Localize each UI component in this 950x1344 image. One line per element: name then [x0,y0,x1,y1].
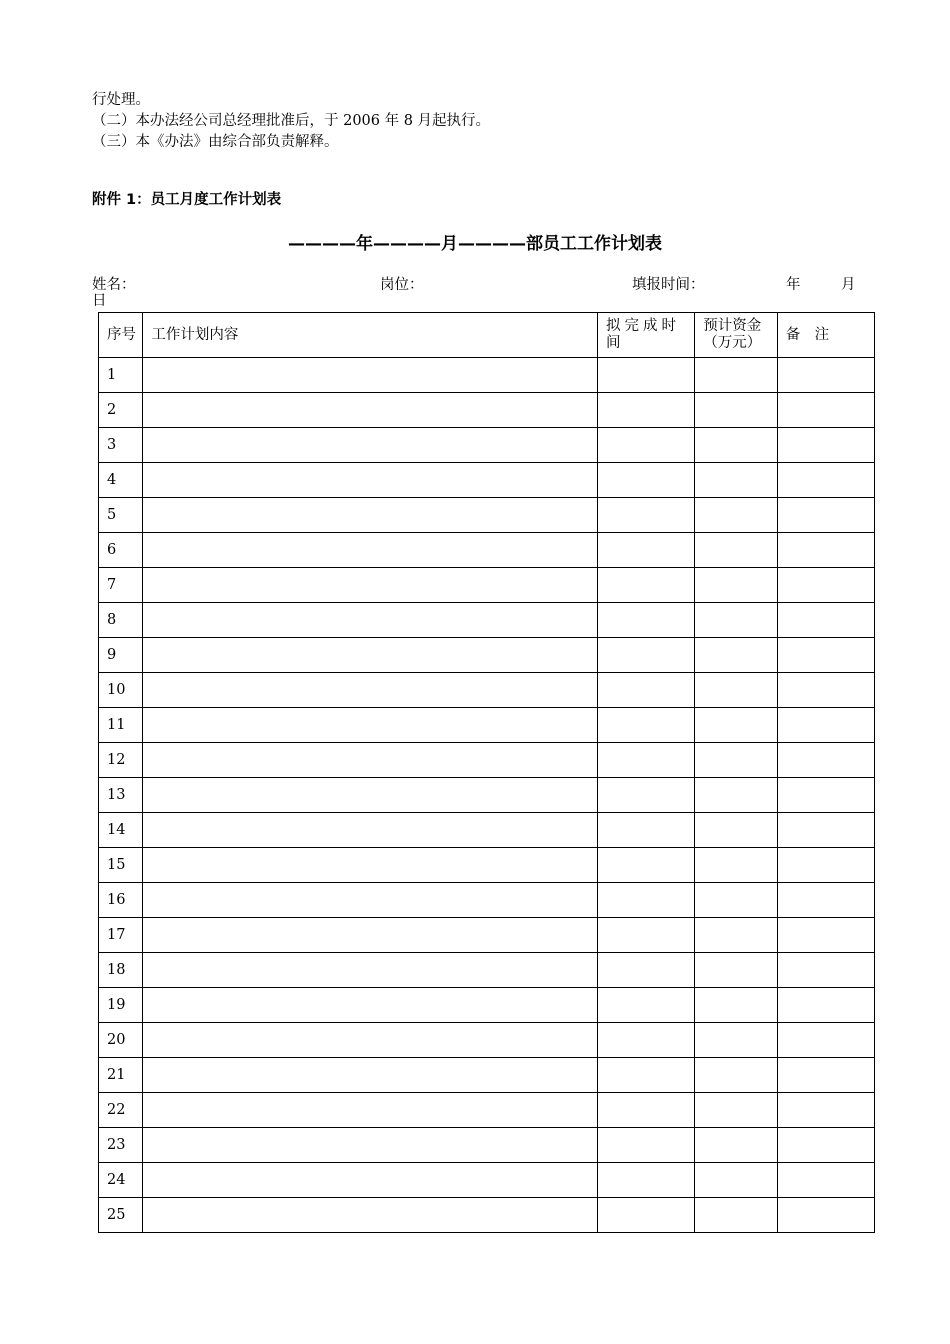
remark-cell[interactable] [777,988,874,1023]
field-date-label: 填报时间： [632,277,705,293]
content-cell[interactable] [143,813,598,848]
time-cell[interactable] [597,1058,694,1093]
seq-cell: 15 [99,848,143,883]
remark-cell[interactable] [777,603,874,638]
seq-cell: 21 [99,1058,143,1093]
remark-cell[interactable] [777,673,874,708]
remark-cell[interactable] [777,463,874,498]
table-row [99,358,875,393]
content-cell[interactable] [143,568,598,603]
field-day-label: 日 [92,293,107,309]
field-position-label: 岗位： [380,277,424,293]
time-cell[interactable] [597,533,694,568]
intro-line-2: （二）本办法经公司总经理批准后，于 2006 年 8 月起执行。 [92,113,491,129]
seq-cell: 18 [99,953,143,988]
table-row [99,638,875,673]
header-fund: 预计资金（万元） [695,313,777,358]
fund-cell[interactable] [695,1163,777,1198]
fund-cell[interactable] [695,358,777,393]
fund-cell[interactable] [695,778,777,813]
time-cell[interactable] [597,673,694,708]
table-row [99,743,875,778]
table-row [99,1093,875,1128]
seq-cell: 4 [99,463,143,498]
table-row [99,1128,875,1163]
remark-cell[interactable] [777,358,874,393]
fund-cell[interactable] [695,708,777,743]
table-row [99,428,875,463]
form-title: ————年————月————部员工工作计划表 [288,234,662,254]
fund-cell[interactable] [695,463,777,498]
seq-cell: 10 [99,673,143,708]
fund-cell[interactable] [695,393,777,428]
remark-cell[interactable] [777,1163,874,1198]
content-cell[interactable] [143,673,598,708]
seq-cell: 13 [99,778,143,813]
content-cell[interactable] [143,708,598,743]
seq-cell: 11 [99,708,143,743]
content-cell[interactable] [143,953,598,988]
table-header-row [99,313,875,358]
remark-cell[interactable] [777,393,874,428]
remark-cell[interactable] [777,883,874,918]
content-cell[interactable] [143,1058,598,1093]
time-cell[interactable] [597,1093,694,1128]
table-row [99,533,875,568]
seq-cell: 3 [99,428,143,463]
content-cell[interactable] [143,498,598,533]
table-row [99,498,875,533]
time-cell[interactable] [597,638,694,673]
time-cell[interactable] [597,1023,694,1058]
seq-cell: 7 [99,568,143,603]
time-cell[interactable] [597,883,694,918]
fund-cell[interactable] [695,498,777,533]
header-time: 拟完成时间 [597,313,694,358]
time-cell[interactable] [597,393,694,428]
content-cell[interactable] [143,743,598,778]
fund-cell[interactable] [695,1093,777,1128]
content-cell[interactable] [143,463,598,498]
remark-cell[interactable] [777,778,874,813]
fund-cell[interactable] [695,603,777,638]
table-row [99,393,875,428]
time-cell[interactable] [597,358,694,393]
fund-cell[interactable] [695,848,777,883]
fund-cell[interactable] [695,1128,777,1163]
seq-cell: 19 [99,988,143,1023]
seq-cell: 5 [99,498,143,533]
seq-cell: 20 [99,1023,143,1058]
table-row [99,1163,875,1198]
attachment-title: 附件 1：员工月度工作计划表 [92,192,282,208]
remark-cell[interactable] [777,1128,874,1163]
header-content: 工作计划内容 [143,313,598,358]
table-row [99,603,875,638]
time-cell[interactable] [597,498,694,533]
fund-cell[interactable] [695,673,777,708]
remark-cell[interactable] [777,533,874,568]
fund-cell[interactable] [695,533,777,568]
table-row [99,1023,875,1058]
seq-cell: 12 [99,743,143,778]
time-cell[interactable] [597,743,694,778]
time-cell[interactable] [597,988,694,1023]
remark-cell[interactable] [777,498,874,533]
content-cell[interactable] [143,883,598,918]
seq-cell: 8 [99,603,143,638]
time-cell[interactable] [597,708,694,743]
fund-cell[interactable] [695,1198,777,1233]
intro-line-3: （三）本《办法》由综合部负责解释。 [92,134,339,150]
remark-cell[interactable] [777,1058,874,1093]
seq-cell: 25 [99,1198,143,1233]
fund-cell[interactable] [695,638,777,673]
fund-cell[interactable] [695,1023,777,1058]
content-cell[interactable] [143,533,598,568]
table-row [99,1198,875,1233]
table-row [99,813,875,848]
fund-cell[interactable] [695,883,777,918]
content-cell[interactable] [143,1093,598,1128]
fund-cell[interactable] [695,428,777,463]
content-cell[interactable] [143,428,598,463]
table-row [99,708,875,743]
content-cell[interactable] [143,1163,598,1198]
time-cell[interactable] [597,918,694,953]
content-cell[interactable] [143,778,598,813]
table-row [99,988,875,1023]
remark-cell[interactable] [777,428,874,463]
time-cell[interactable] [597,568,694,603]
remark-cell[interactable] [777,568,874,603]
seq-cell: 6 [99,533,143,568]
seq-cell: 16 [99,883,143,918]
fund-cell[interactable] [695,743,777,778]
fund-cell[interactable] [695,988,777,1023]
table-row [99,883,875,918]
field-year-label: 年 [786,277,801,293]
content-cell[interactable] [143,1023,598,1058]
remark-cell[interactable] [777,1198,874,1233]
table-row [99,848,875,883]
table-row [99,568,875,603]
time-cell[interactable] [597,953,694,988]
table-row [99,778,875,813]
time-cell[interactable] [597,1128,694,1163]
content-cell[interactable] [143,1198,598,1233]
content-cell[interactable] [143,638,598,673]
content-cell[interactable] [143,393,598,428]
table-row [99,1058,875,1093]
remark-cell[interactable] [777,953,874,988]
table-row [99,918,875,953]
time-cell[interactable] [597,1163,694,1198]
content-cell[interactable] [143,988,598,1023]
remark-cell[interactable] [777,813,874,848]
time-cell[interactable] [597,603,694,638]
header-seq: 序号 [99,313,143,358]
intro-line-1: 行处理。 [92,92,150,108]
table-row [99,673,875,708]
seq-cell: 23 [99,1128,143,1163]
content-cell[interactable] [143,848,598,883]
work-plan-table [98,312,875,1233]
content-cell[interactable] [143,603,598,638]
seq-cell: 17 [99,918,143,953]
seq-cell: 24 [99,1163,143,1198]
time-cell[interactable] [597,778,694,813]
content-cell[interactable] [143,358,598,393]
remark-cell[interactable] [777,848,874,883]
fund-cell[interactable] [695,813,777,848]
remark-cell[interactable] [777,743,874,778]
seq-cell: 2 [99,393,143,428]
seq-cell: 14 [99,813,143,848]
field-month-label: 月 [841,277,856,293]
fund-cell[interactable] [695,918,777,953]
remark-cell[interactable] [777,708,874,743]
seq-cell: 9 [99,638,143,673]
seq-cell: 1 [99,358,143,393]
time-cell[interactable] [597,428,694,463]
content-cell[interactable] [143,918,598,953]
time-cell[interactable] [597,813,694,848]
seq-cell: 22 [99,1093,143,1128]
remark-cell[interactable] [777,918,874,953]
time-cell[interactable] [597,1198,694,1233]
remark-cell[interactable] [777,638,874,673]
remark-cell[interactable] [777,1023,874,1058]
fund-cell[interactable] [695,1058,777,1093]
fund-cell[interactable] [695,953,777,988]
field-name-label: 姓名： [92,277,136,293]
time-cell[interactable] [597,848,694,883]
time-cell[interactable] [597,463,694,498]
fund-cell[interactable] [695,568,777,603]
header-remark: 备 注 [777,313,874,358]
table-row [99,463,875,498]
remark-cell[interactable] [777,1093,874,1128]
table-row [99,953,875,988]
content-cell[interactable] [143,1128,598,1163]
